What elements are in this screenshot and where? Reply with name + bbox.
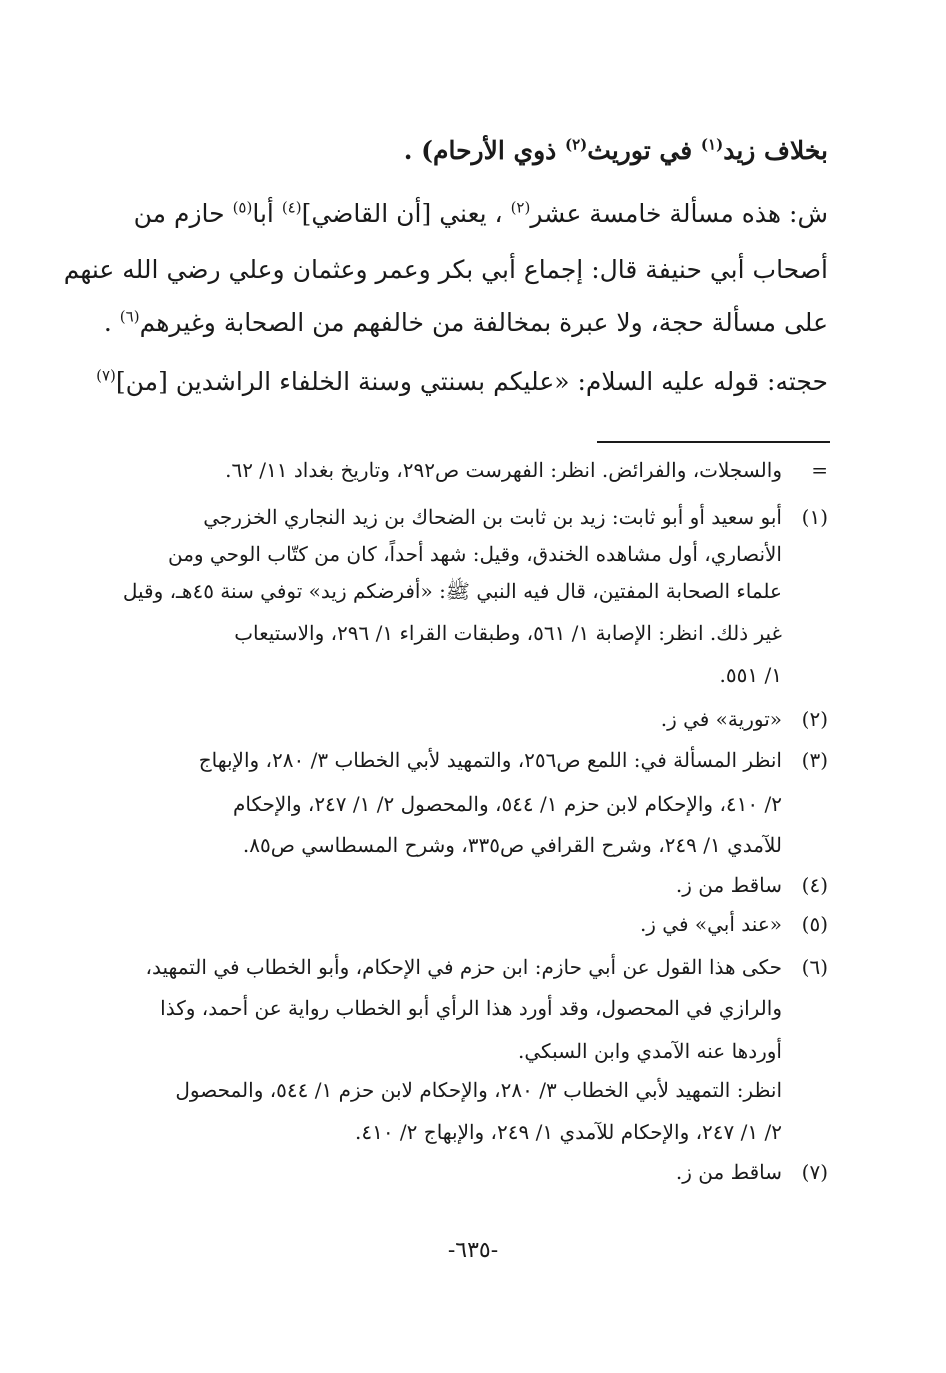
hujjah-line: حجته: قوله عليه السلام: «عليكم بسنتي وسنة الخلفاء الراشدين [من]$^{(٧)}$	[96, 366, 828, 396]
page-number: -٦٣٥-	[447, 1238, 499, 1263]
footnote-6-line-2: والرازي في المحصول، وقد أورد هذا الرأي أبو الخطاب رواية عن أحمد، وكذا	[160, 996, 782, 1020]
footnote-1-line-4: غير ذلك. انظر: الإصابة ١/ ٥٦١، وطبقات القراء ١/ ٢٩٦، والاستيعاب	[234, 621, 782, 645]
footnote-6-line-4: انظر: التمهيد لأبي الخطاب ٣/ ٢٨٠، والإحكام لابن حزم ١/ ٥٤٤، والمحصول	[175, 1078, 782, 1102]
footnote-ref-4: (٤)	[281, 198, 302, 217]
footnote-1: (١)أبو سعيد أو أبو ثابت: زيد بن ثابت بن الضحاك بن زيد النجاري الخزرجي	[203, 505, 828, 529]
footnote-ref-7: (٧)	[96, 366, 116, 385]
footnote-separator	[597, 441, 830, 443]
footnote-3-line-2: ٢/ ٤١٠، والإحكام لابن حزم ١/ ٥٤٤، والمحصول ٢/ ١/ ٢٤٧، والإحكام	[232, 792, 782, 816]
footnote-ref-2: (٢)	[564, 135, 588, 154]
footnote-6: (٦)حكى هذا القول عن أبي حازم: ابن حزم في الإحكام، وأبو الخطاب في التمهيد،	[145, 955, 828, 979]
footnote-6-line-5: ٢/ ١/ ٢٤٧، والإحكام للآمدي ١/ ٢٤٩، والإبهاج ٢/ ٤١٠.	[354, 1120, 782, 1144]
footnote-ref-6: (٦)	[119, 307, 140, 326]
sharh-line-2: أصحاب أبي حنيفة قال: إجماع أبي بكر وعمر وعثمان وعلي رضي الله عنهم	[63, 255, 828, 284]
footnote-1-line-5: ١/ ٥٥١.	[719, 663, 782, 687]
footnote-ref-1: (١)	[700, 135, 724, 154]
footnote-continuation: =والسجلات، والفرائض. انظر: الفهرست ص٢٩٢، وتاريخ بغداد ١١/ ٦٢.	[225, 458, 828, 482]
footnote-1-line-2: الأنصاري، أول مشاهده الخندق، وقيل: شهد أحداً، كان من كتّاب الوحي ومن	[167, 542, 782, 566]
footnote-3-line-3: للآمدي ١/ ٢٤٩، وشرح القرافي ص٣٣٥، وشرح المسطاسي ص٨٥.	[242, 833, 782, 857]
matn-heading: بخلاف زيد$^{(١)}$ في توريث$^{(٢)}$ ذوي الأرحام) .	[403, 135, 828, 165]
footnote-5: (٥)«عند أبي» في ز.	[639, 912, 828, 936]
footnote-6-line-3: أوردها عنه الآمدي وابن السبكي.	[518, 1039, 782, 1063]
footnote-ref-5: (٥)	[232, 198, 253, 217]
footnote-ref-2b: (٢)	[510, 198, 531, 217]
sharh-line-1: ش: هذه مسألة خامسة عشر$^{(٢)}$ ، يعني [أن القاضي]$^{(٤)}$ أبا$^{(٥)}$ حازم من	[133, 198, 828, 228]
sharh-line-3: على مسألة حجة، ولا عبرة بمخالفة من خالفهم من الصحابة وغيرهم$^{(٦)}$ .	[103, 307, 828, 337]
footnote-7: (٧)ساقط من ز.	[675, 1160, 828, 1184]
footnote-1-line-3: علماء الصحابة المفتين، قال فيه النبي ﷺ: «أفرضكم زيد» توفي سنة ٤٥هـ، وقيل	[122, 579, 782, 603]
footnote-3: (٣)انظر المسألة في: اللمع ص٢٥٦، والتمهيد لأبي الخطاب ٣/ ٢٨٠، والإبهاج	[198, 748, 828, 772]
footnote-4: (٤)ساقط من ز.	[675, 873, 828, 897]
footnote-2: (٢)«تورية» في ز.	[660, 707, 828, 731]
